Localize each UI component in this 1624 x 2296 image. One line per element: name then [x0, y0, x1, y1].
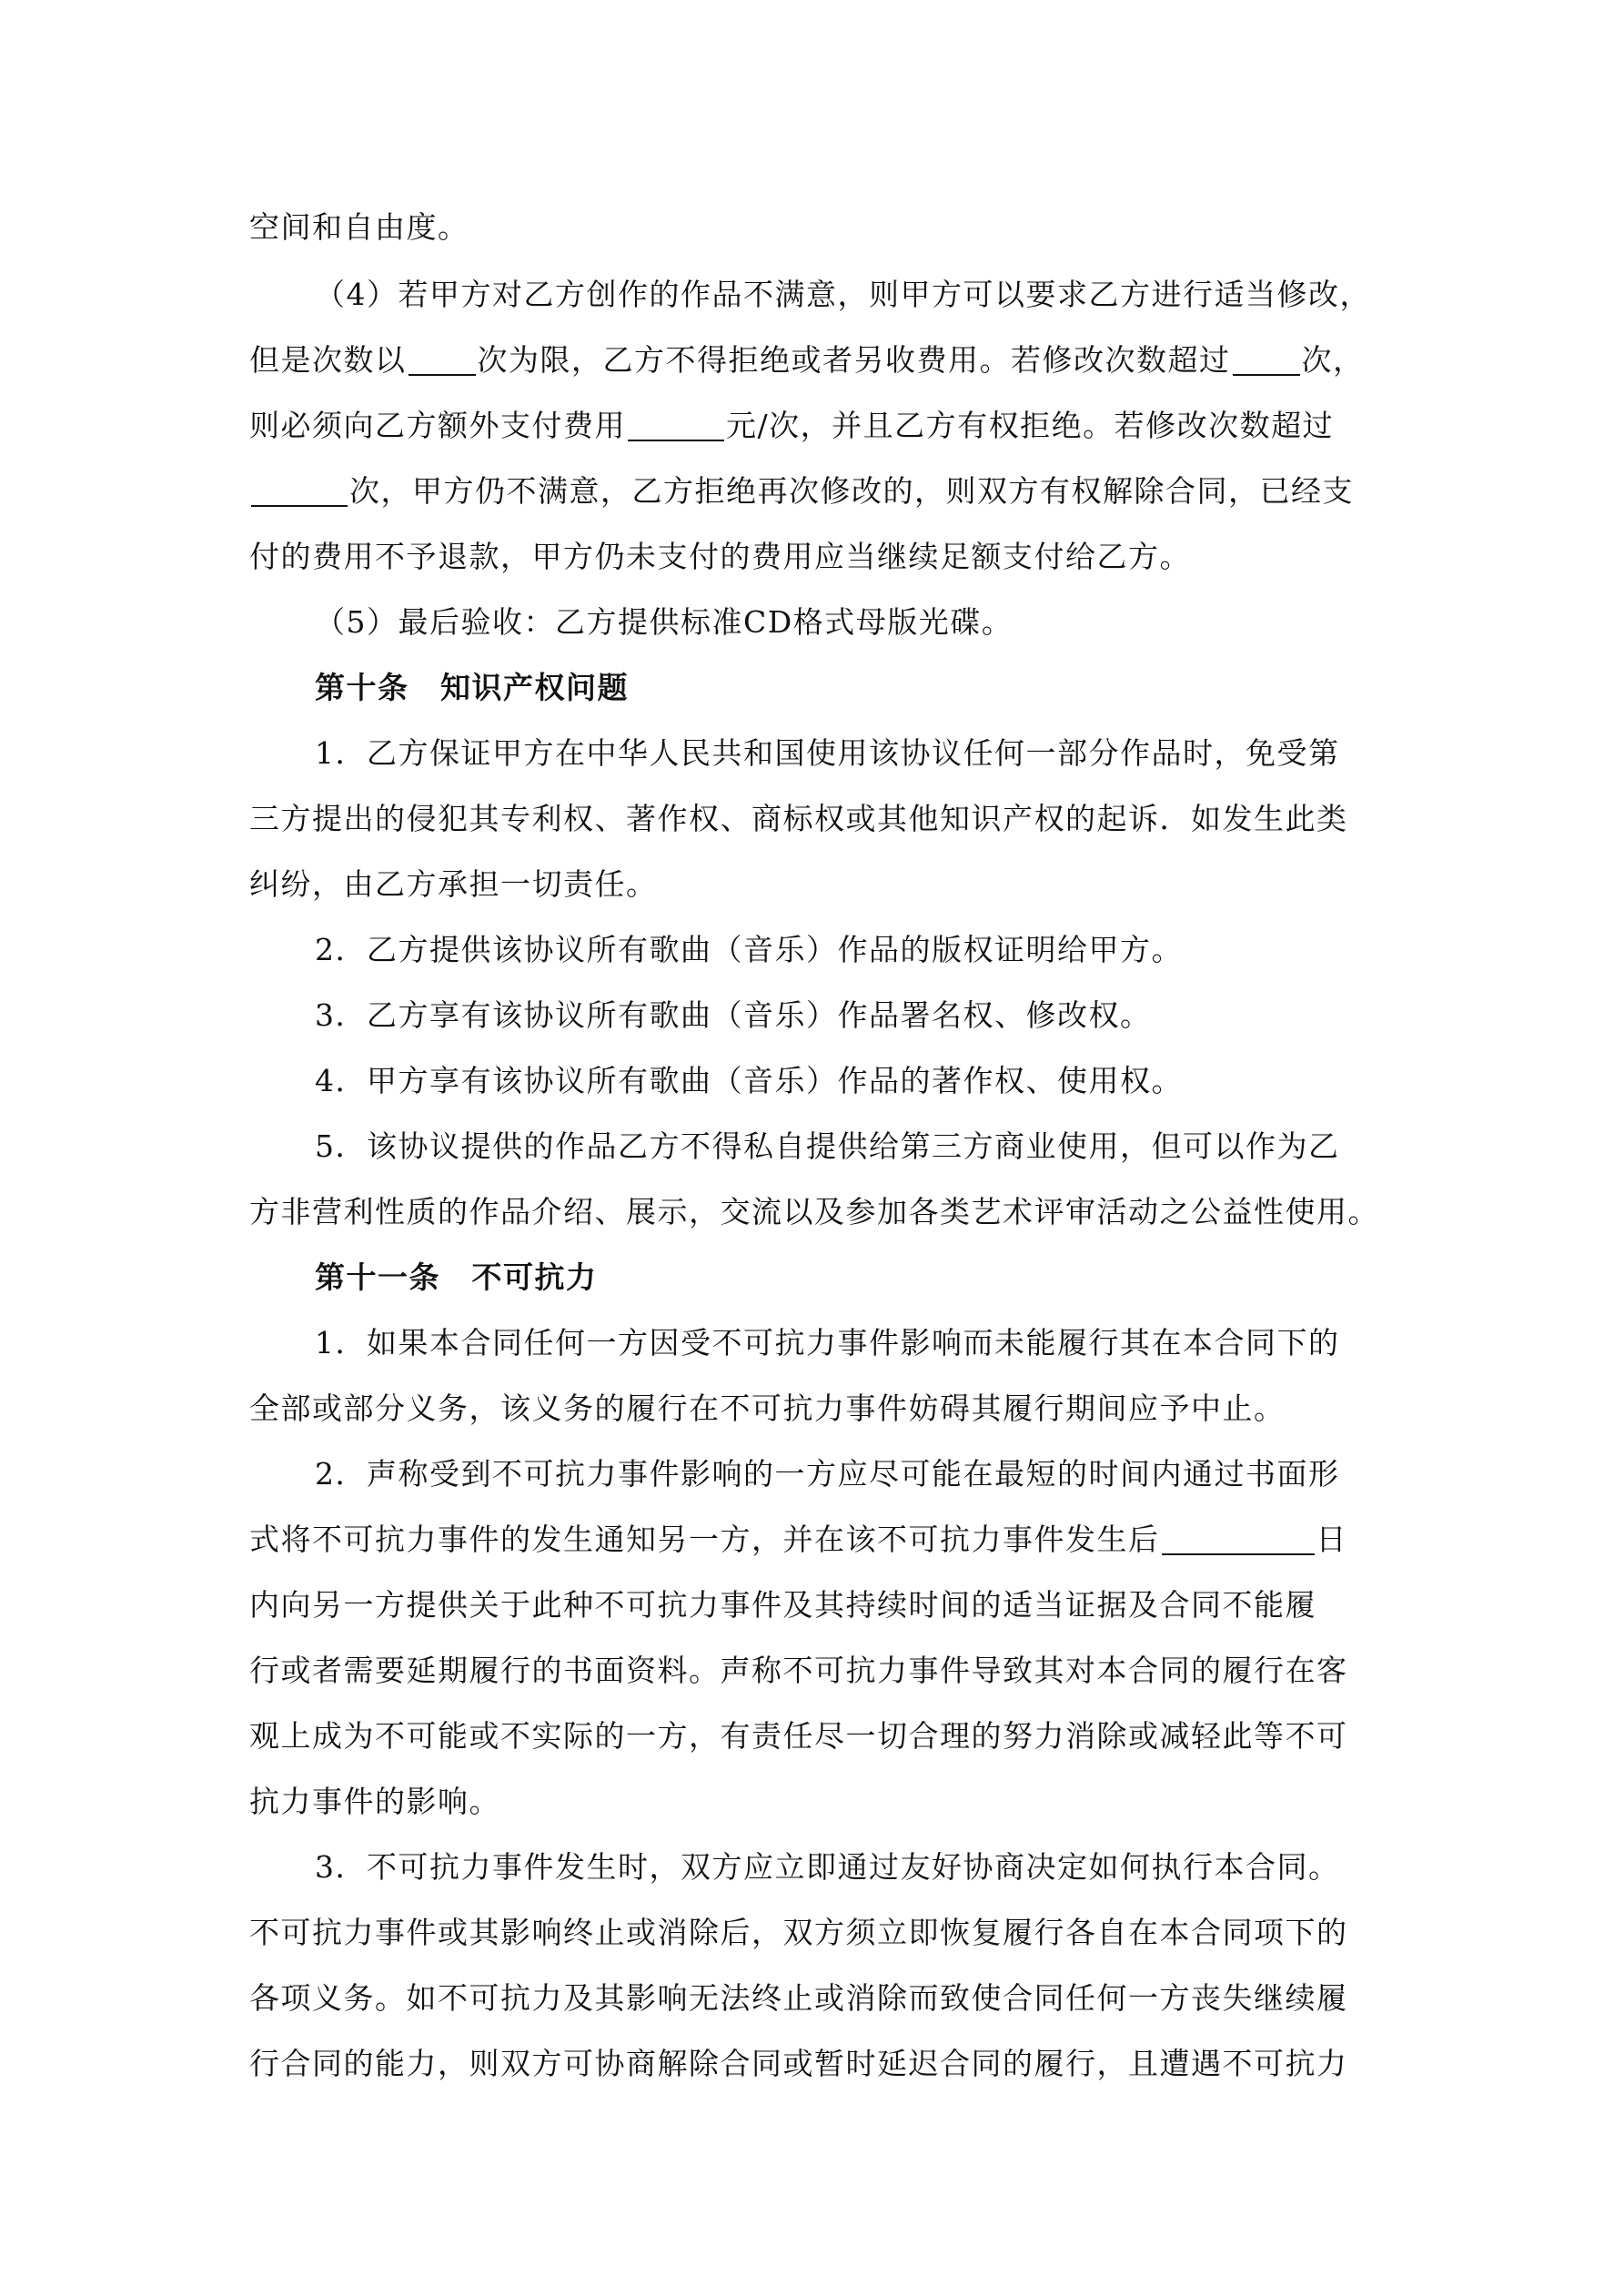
- body-line: 行合同的能力，则双方可协商解除合同或暂时延迟合同的履行，且遭遇不可抗力: [249, 2046, 1348, 2081]
- body-line: 2．乙方提供该协议所有歌曲（音乐）作品的版权证明给甲方。: [315, 932, 1183, 967]
- body-line: 方非营利性质的作品介绍、展示，交流以及参加各类艺术评审活动之公益性使用。: [249, 1194, 1379, 1229]
- fill-in-blank: [628, 412, 724, 441]
- fill-in-blank: [1162, 1526, 1315, 1555]
- text-segment: 次，: [1301, 342, 1365, 378]
- body-line: 各项义务。如不可抗力及其影响无法终止或消除而致使合同任何一方丧失继续履: [249, 1980, 1348, 2016]
- body-line: 1．乙方保证甲方在中华人民共和国使用该协议任何一部分作品时，免受第: [315, 735, 1340, 771]
- body-line: 5．该协议提供的作品乙方不得私自提供给第三方商业使用，但可以作为乙: [315, 1128, 1340, 1164]
- body-line: 纠纷，由乙方承担一切责任。: [249, 866, 658, 902]
- body-line: 3．乙方享有该协议所有歌曲（音乐）作品署名权、修改权。: [315, 997, 1152, 1033]
- body-line: [249, 410, 1334, 442]
- body-line: 观上成为不可能或不实际的一方，有责任尽一切合理的努力消除或减轻此等不可: [249, 1718, 1348, 1754]
- body-line: 2．声称受到不可抗力事件影响的一方应尽可能在最短的时间内通过书面形: [315, 1456, 1340, 1492]
- body-line: 1．如果本合同任何一方因受不可抗力事件影响而未能履行其在本合同下的: [315, 1325, 1340, 1360]
- body-line: [249, 1523, 1347, 1556]
- text-segment: 次为限，乙方不得拒绝或者另收费用。若修改次数超过: [477, 342, 1231, 378]
- body-line: 付的费用不予退款，甲方仍未支付的费用应当继续足额支付给乙方。: [249, 539, 1191, 574]
- body-line: 空间和自由度。: [249, 209, 469, 245]
- fill-in-blank: [251, 478, 348, 507]
- body-line: 抗力事件的影响。: [249, 1784, 500, 1819]
- text-segment: 日: [1316, 1522, 1347, 1557]
- fill-in-blank: [1233, 347, 1300, 376]
- body-line: 不可抗力事件或其影响终止或消除后，双方须立即恢复履行各自在本合同项下的: [249, 1915, 1348, 1950]
- text-segment: 式将不可抗力事件的发生通知另一方，并在该不可抗力事件发生后: [249, 1522, 1160, 1557]
- body-line: 行或者需要延期履行的书面资料。声称不可抗力事件导致其对本合同的履行在客: [249, 1653, 1348, 1688]
- clause-5-line: （5）最后验收：乙方提供标准CD格式母版光碟。: [315, 604, 1014, 640]
- article-11-heading: 第十一条 不可抗力: [315, 1259, 598, 1295]
- text-segment: 元/次，并且乙方有权拒绝。若修改次数超过: [726, 408, 1335, 443]
- body-line: [249, 344, 1365, 377]
- clause-4-line: （4）若甲方对乙方创作的作品不满意，则甲方可以要求乙方进行适当修改，: [315, 277, 1371, 312]
- body-line: 全部或部分义务，该义务的履行在不可抗力事件妨碍其履行期间应予中止。: [249, 1391, 1286, 1426]
- body-line: 内向另一方提供关于此种不可抗力事件及其持续时间的适当证据及合同不能履: [249, 1587, 1316, 1623]
- article-10-heading: 第十条 知识产权问题: [315, 670, 629, 705]
- text-segment: 但是次数以: [249, 342, 407, 378]
- fill-in-blank: [409, 347, 476, 376]
- body-line: 3．不可抗力事件发生时，双方应立即通过友好协商决定如何执行本合同。: [315, 1849, 1340, 1885]
- body-line: 三方提出的侵犯其专利权、著作权、商标权或其他知识产权的起诉．如发生此类: [249, 801, 1348, 836]
- body-line: 4．甲方享有该协议所有歌曲（音乐）作品的著作权、使用权。: [315, 1063, 1183, 1098]
- body-line: [249, 475, 1354, 508]
- text-segment: 次，甲方仍不满意，乙方拒绝再次修改的，则双方有权解除合同，已经支: [349, 473, 1354, 509]
- text-segment: 则必须向乙方额外支付费用: [249, 408, 626, 443]
